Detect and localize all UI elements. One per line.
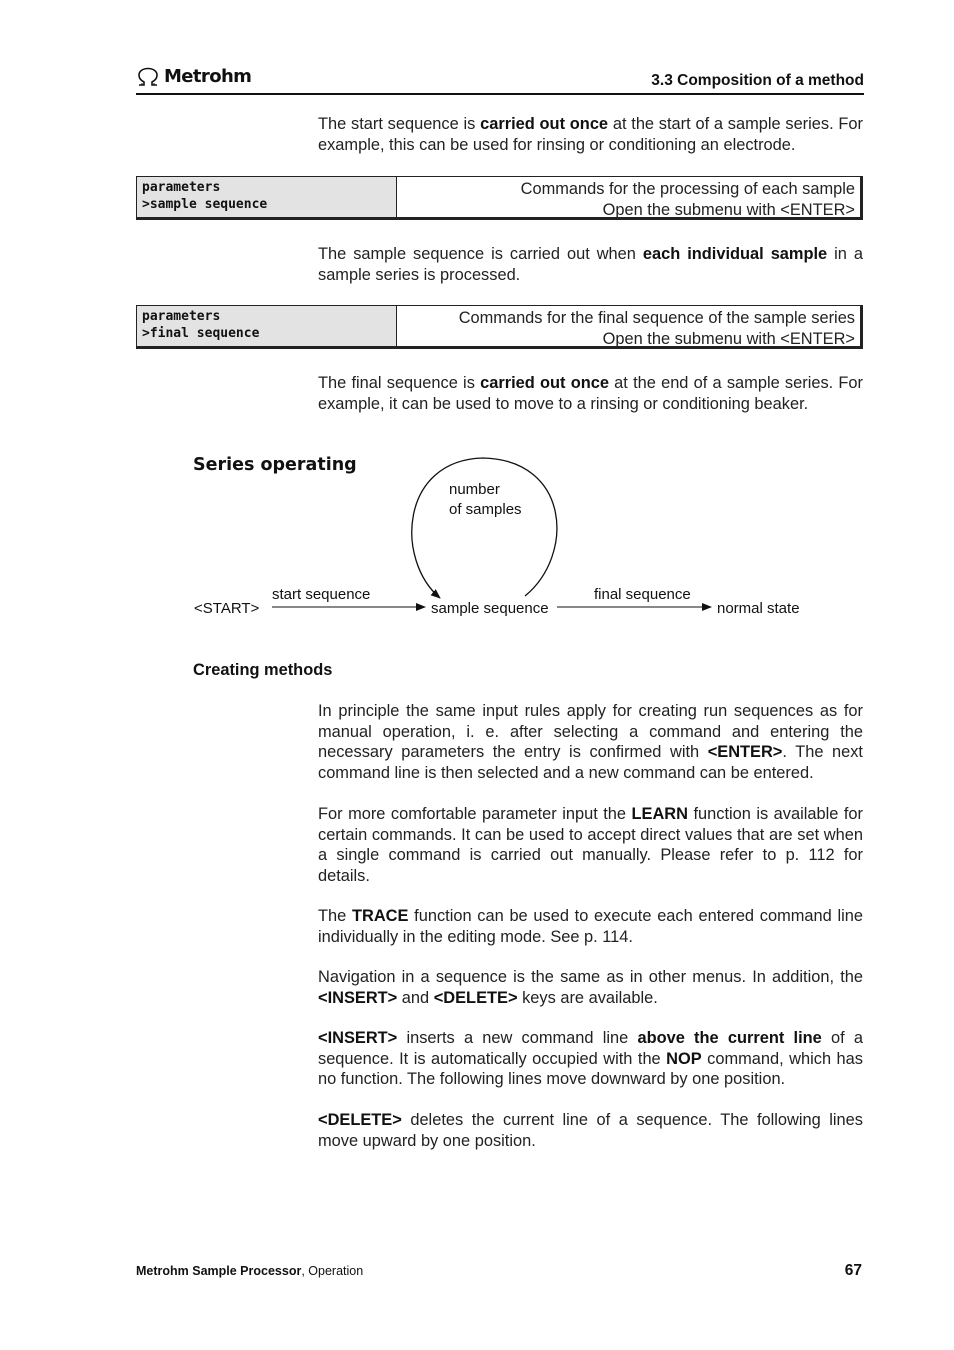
normal-state-label: normal state — [717, 600, 800, 617]
text: . The next command line is then selected and a new command can be entered. — [318, 743, 863, 783]
text: The sample sequence is carried out when — [318, 245, 643, 263]
creating-paragraph-2 — [318, 804, 863, 887]
description-line: Commands for the final sequence of the sample series — [458, 309, 855, 327]
text: function can be used to execute each entered command line individually in the editing mode. See p. 114. — [318, 907, 863, 946]
creating-paragraph-3 — [318, 906, 863, 947]
text: at the start of a sample series. For example, this can be used for rinsing or conditioning an electrode. — [318, 115, 863, 154]
final-sequence-label: final sequence — [594, 586, 691, 603]
text: The start sequence is — [318, 115, 481, 133]
text: keys are available. — [517, 988, 658, 1007]
bold-text: LEARN — [631, 805, 688, 823]
creating-paragraph-6 — [318, 1110, 863, 1151]
page-number: 67 — [844, 1262, 862, 1279]
section-heading: 3.3 Composition of a method — [651, 72, 864, 89]
text: inserts a new command line — [397, 1029, 638, 1047]
bold-text: carried out once — [480, 115, 609, 133]
text: In principle the same input rules apply for creating run sequences as for manual operation, i. e. after selecting a command and entering the necessary parameters the entry is confirmed with — [318, 702, 863, 762]
text: function is available for certain commands. It can be used to accept direct values that are set when a single command is carried out manually. Please refer to p. 112 for details. — [318, 805, 863, 886]
bold-text: <INSERT> — [318, 1029, 398, 1047]
text: The — [318, 907, 352, 925]
start-sequence-label: start sequence — [272, 586, 371, 603]
text: in a sample series is processed. — [318, 245, 864, 284]
bold-text: TRACE — [351, 907, 409, 925]
menu-line: >final sequence — [142, 326, 260, 341]
bold-text: <DELETE> — [318, 1111, 402, 1129]
text: at the end of a sample series. For example, it can be used to move to a rinsing or conditioning beaker. — [318, 374, 863, 413]
bold-text: each individual sample — [642, 245, 828, 263]
description-line: Commands for the processing of each sample — [520, 180, 855, 198]
text: deletes the current line of a sequence. The following lines move upward by one position. — [318, 1111, 863, 1150]
text: The final sequence is — [318, 374, 481, 392]
series-operating-title: Series operating — [193, 455, 357, 475]
logo-text: Metrohm — [164, 66, 252, 87]
loop-label-number: number — [449, 481, 500, 498]
description-line: Open the submenu with <ENTER> — [602, 329, 855, 348]
menu-line: parameters — [142, 309, 221, 324]
loop-label-samples: of samples — [449, 501, 522, 518]
text: command, which has no function. The following lines move downward by one position. — [318, 1049, 863, 1089]
creating-paragraph-5 — [318, 1028, 863, 1090]
bold-text: <DELETE> — [433, 988, 518, 1007]
text: , Operation — [301, 1264, 364, 1278]
start-label: <START> — [194, 600, 260, 617]
bold-text: NOP — [666, 1049, 702, 1068]
bold-text: <ENTER> — [707, 743, 783, 762]
description-line: Open the submenu with <ENTER> — [602, 200, 855, 219]
loop-arrow — [412, 458, 557, 598]
bold-text: carried out once — [480, 374, 609, 392]
footer-product — [136, 1264, 363, 1278]
product-name: Metrohm Sample Processor — [136, 1264, 302, 1278]
sample-sequence-label: sample sequence — [431, 600, 549, 617]
text: For more comfortable parameter input the — [318, 805, 632, 823]
creating-methods-title: Creating methods — [193, 661, 333, 679]
menu-line: parameters — [142, 180, 221, 195]
menu-line: >sample sequence — [142, 197, 268, 212]
bold-text: above the current line — [637, 1029, 822, 1047]
creating-paragraph-4 — [318, 967, 863, 1008]
bold-text: <INSERT> — [318, 988, 398, 1007]
text: of a sequence. It is automatically occupied with the — [318, 1029, 863, 1068]
text: Navigation in a sequence is the same as in other menus. In addition, the — [318, 968, 863, 986]
creating-paragraph-1 — [318, 701, 863, 784]
text: and — [397, 988, 434, 1007]
